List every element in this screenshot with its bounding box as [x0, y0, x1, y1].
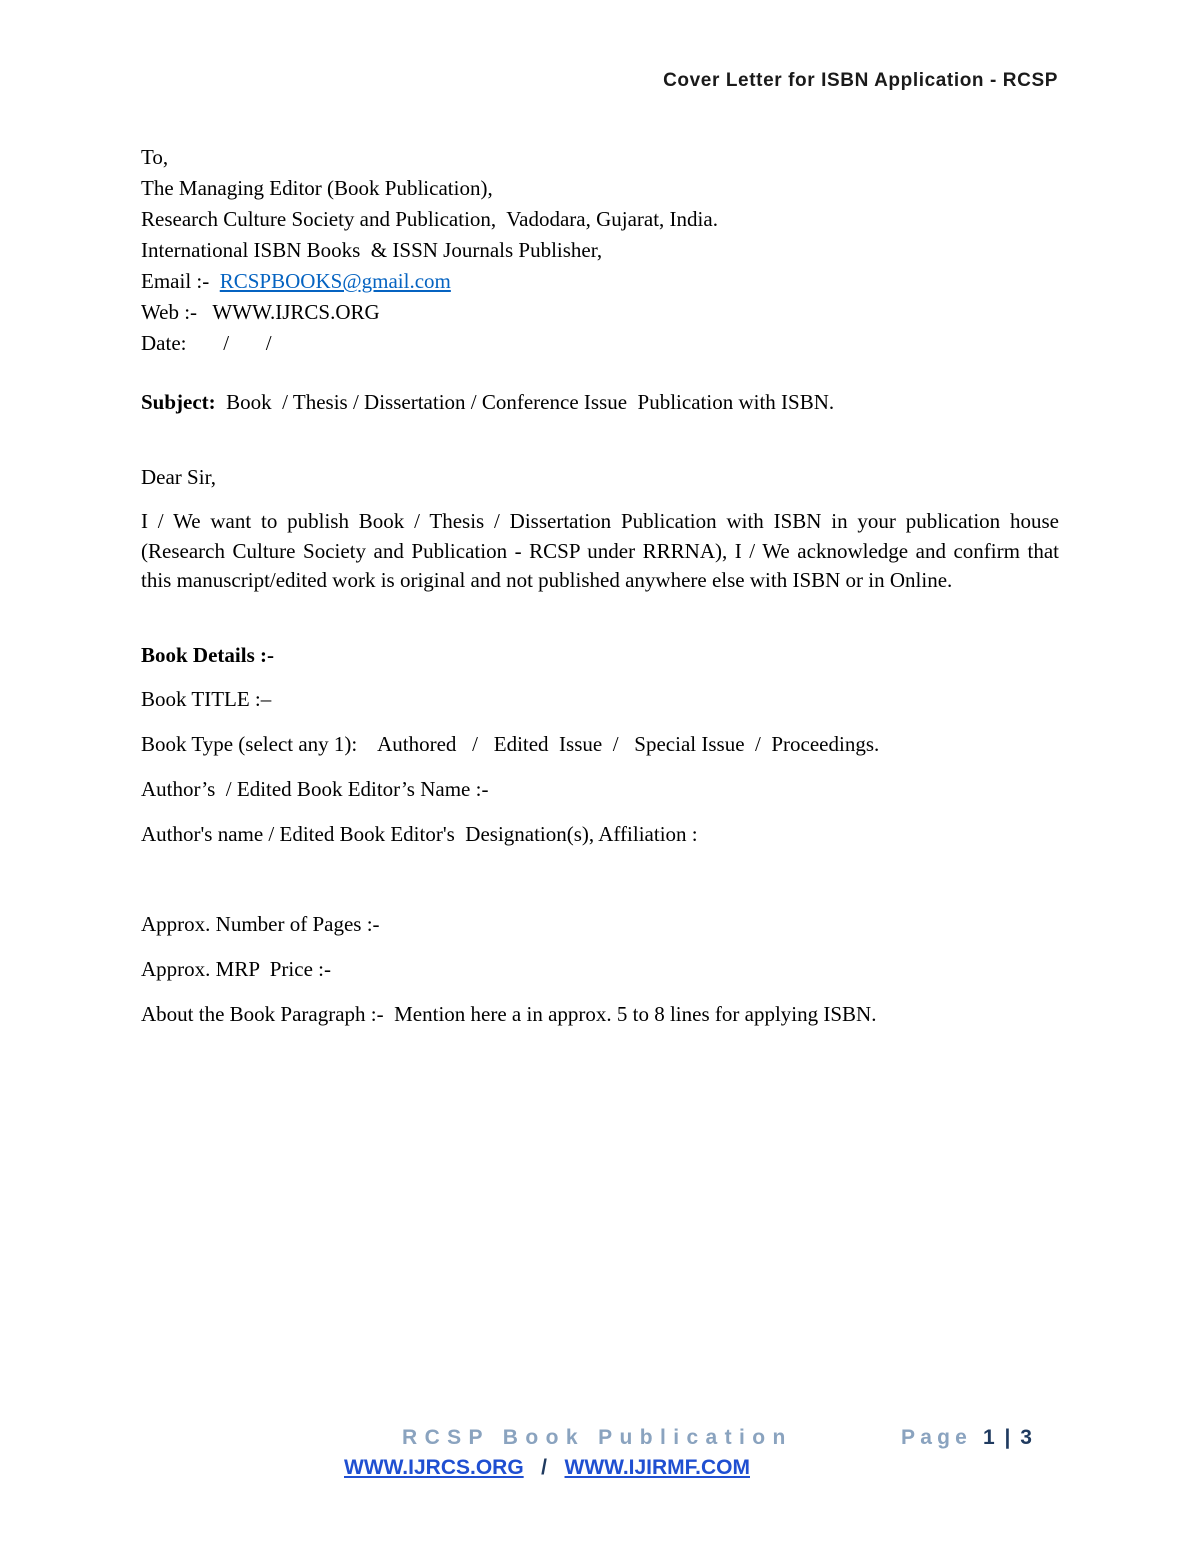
footer-page-indicator [901, 1426, 1034, 1450]
footer-link-separator: / [523, 1456, 565, 1479]
footer-page-number: 1 | 3 [983, 1426, 1034, 1449]
email-label: Email :- [141, 269, 220, 293]
address-date: Date: / / [141, 331, 272, 355]
address-web [141, 297, 1059, 328]
footer-link-ijrcs[interactable]: WWW.IJRCS.ORG [344, 1456, 524, 1479]
book-title-field: Book TITLE :– [141, 687, 272, 711]
address-email [141, 266, 1059, 297]
greeting: Dear Sir, [141, 465, 216, 489]
subject-text: Book / Thesis / Dissertation / Conference Issue Publication with ISBN. [215, 390, 835, 414]
page-header-title: Cover Letter for ISBN Application - RCSP [663, 70, 1058, 91]
price-field: Approx. MRP Price :- [141, 957, 331, 981]
web-value: WWW.IJRCS.ORG [212, 300, 380, 324]
designation-field: Author's name / Edited Book Editor's Designation(s), Affiliation : [141, 822, 698, 846]
address-to: To, [141, 145, 169, 169]
book-details-heading: Book Details :- [141, 643, 274, 667]
subject-line [141, 387, 1059, 418]
address-line-3: International ISBN Books & ISSN Journals Publisher, [141, 238, 603, 262]
about-book-field: About the Book Paragraph :- Mention here a in approx. 5 to 8 lines for applying ISBN. [141, 1002, 877, 1026]
subject-label: Subject: [141, 390, 216, 414]
email-link[interactable]: RCSPBOOKS@gmail.com [219, 269, 451, 293]
pages-field: Approx. Number of Pages :- [141, 912, 380, 936]
footer-page-label: Page [901, 1426, 984, 1449]
author-name-field: Author’s / Edited Book Editor’s Name :- [141, 777, 489, 801]
footer-publication-name: RCSP Book Publication [402, 1426, 793, 1449]
footer-link-ijirmf[interactable]: WWW.IJIRMF.COM [564, 1456, 750, 1479]
recipient-address [141, 142, 1059, 359]
address-line-2: Research Culture Society and Publication, Vadodara, Gujarat, India. [141, 207, 718, 231]
address-line-1: The Managing Editor (Book Publication), [141, 176, 493, 200]
book-type-field: Book Type (select any 1): Authored / Edited Issue / Special Issue / Proceedings. [141, 732, 880, 756]
footer-links [344, 1456, 750, 1480]
intro-paragraph: I / We want to publish Book / Thesis / Dissertation Publication with ISBN in your publication house (Research Culture Society and Publication - RCSP under RRRNA), I / We acknowledge and confirm that this manuscript/edited work is original and not published anywhere else with ISBN or in Online. [141, 509, 1059, 592]
web-label: Web :- [141, 300, 213, 324]
